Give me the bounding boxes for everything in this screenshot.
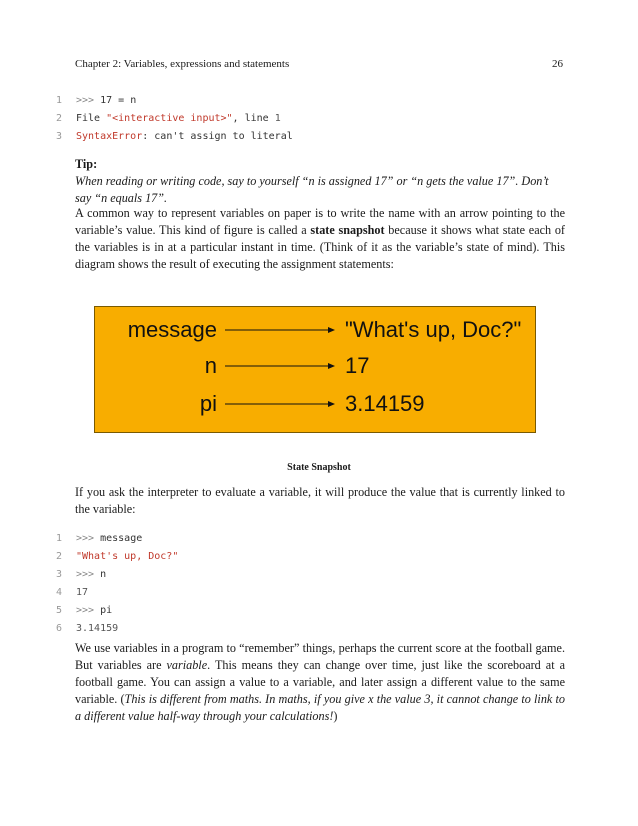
state-snapshot-diagram [94, 306, 536, 433]
variable-name: message [127, 317, 217, 342]
tip-body: When reading or writing code, say to yourself “n is assigned 17” or “n gets the value 17”. Don’t say “n equals 17”. [75, 174, 549, 205]
code-number: 17 [76, 587, 89, 598]
prompt: >>> [76, 533, 101, 544]
code-line [56, 548, 178, 566]
code-text: n [100, 569, 107, 580]
code-string: "<interactive input>" [106, 113, 233, 124]
variable-value: 3.14159 [345, 391, 425, 416]
prompt: >>> [76, 95, 101, 106]
code-line [56, 620, 178, 638]
prompt: >>> [76, 605, 101, 616]
line-number: 5 [56, 605, 63, 616]
term-state-snapshot: state snapshot [310, 223, 385, 237]
variable-name: n [204, 353, 217, 378]
line-number: 4 [56, 587, 63, 598]
code-block-1 [56, 92, 293, 146]
code-line [56, 566, 178, 584]
arrow-icon [225, 361, 335, 371]
code-block-2 [56, 530, 178, 638]
code-text: pi [100, 605, 113, 616]
code-error: SyntaxError [76, 131, 143, 142]
variable-name: pi [199, 391, 217, 416]
code-number: 1 [274, 113, 281, 124]
variable-value: 17 [345, 353, 370, 378]
text: . This means they can change over time, just like the scoreboard at a football game. You can assign a value to a variable, and later assign a different value to the same variable. ( [75, 658, 565, 706]
page-header [75, 58, 563, 70]
chapter-title: Chapter 2: Variables, expressions and statements [75, 58, 290, 70]
figure-caption: State Snapshot [287, 462, 351, 473]
tip-title: Tip: [75, 157, 98, 171]
arrow-icon [225, 399, 335, 409]
line-number: 6 [56, 623, 63, 634]
code-text: : can't assign to literal [142, 131, 293, 142]
code-text: , line [232, 113, 275, 124]
arrow-icon [225, 325, 335, 335]
page-number: 26 [552, 58, 563, 70]
line-number: 1 [56, 95, 63, 106]
emphasis: variable [166, 658, 208, 672]
prompt: >>> [76, 569, 101, 580]
code-line [56, 92, 293, 110]
line-number: 1 [56, 533, 63, 544]
paragraph-state-snapshot [75, 205, 565, 273]
text: We use variables in a program to “remember” things, perhaps the current score at the football game. But variables are [75, 641, 565, 672]
line-number: 3 [56, 131, 63, 142]
code-string: "What's up, Doc?" [76, 551, 179, 562]
text: because it shows what state each of the variables is in at a particular instant in time. (Think of it as the variable’s state of mind). This diagram shows the result of executing the assignment statements: [75, 223, 565, 271]
line-number: 2 [56, 551, 63, 562]
code-line [56, 602, 178, 620]
code-line [56, 128, 293, 146]
emphasis: This is different from maths. In maths, if you give x the value 3, it cannot change to link to a different value half-way through your calculations! [75, 692, 565, 723]
paragraph-variables-vary [75, 640, 565, 725]
code-number: 3.14159 [76, 623, 119, 634]
text: ) [333, 709, 338, 723]
code-text: File [76, 113, 107, 124]
code-line [56, 584, 178, 602]
paragraph-evaluate: If you ask the interpreter to evaluate a variable, it will produce the value that is currently linked to the variable: [75, 485, 565, 516]
tip-box [75, 156, 565, 207]
code-text: 17 = n [100, 95, 137, 106]
variable-value: "What's up, Doc?" [345, 317, 522, 342]
text: A common way to represent variables on paper is to write the name with an arrow pointing to the variable’s value. This kind of figure is called a [75, 206, 565, 237]
code-line [56, 110, 293, 128]
code-text: message [100, 533, 143, 544]
line-number: 2 [56, 113, 63, 124]
line-number: 3 [56, 569, 63, 580]
code-line [56, 530, 178, 548]
